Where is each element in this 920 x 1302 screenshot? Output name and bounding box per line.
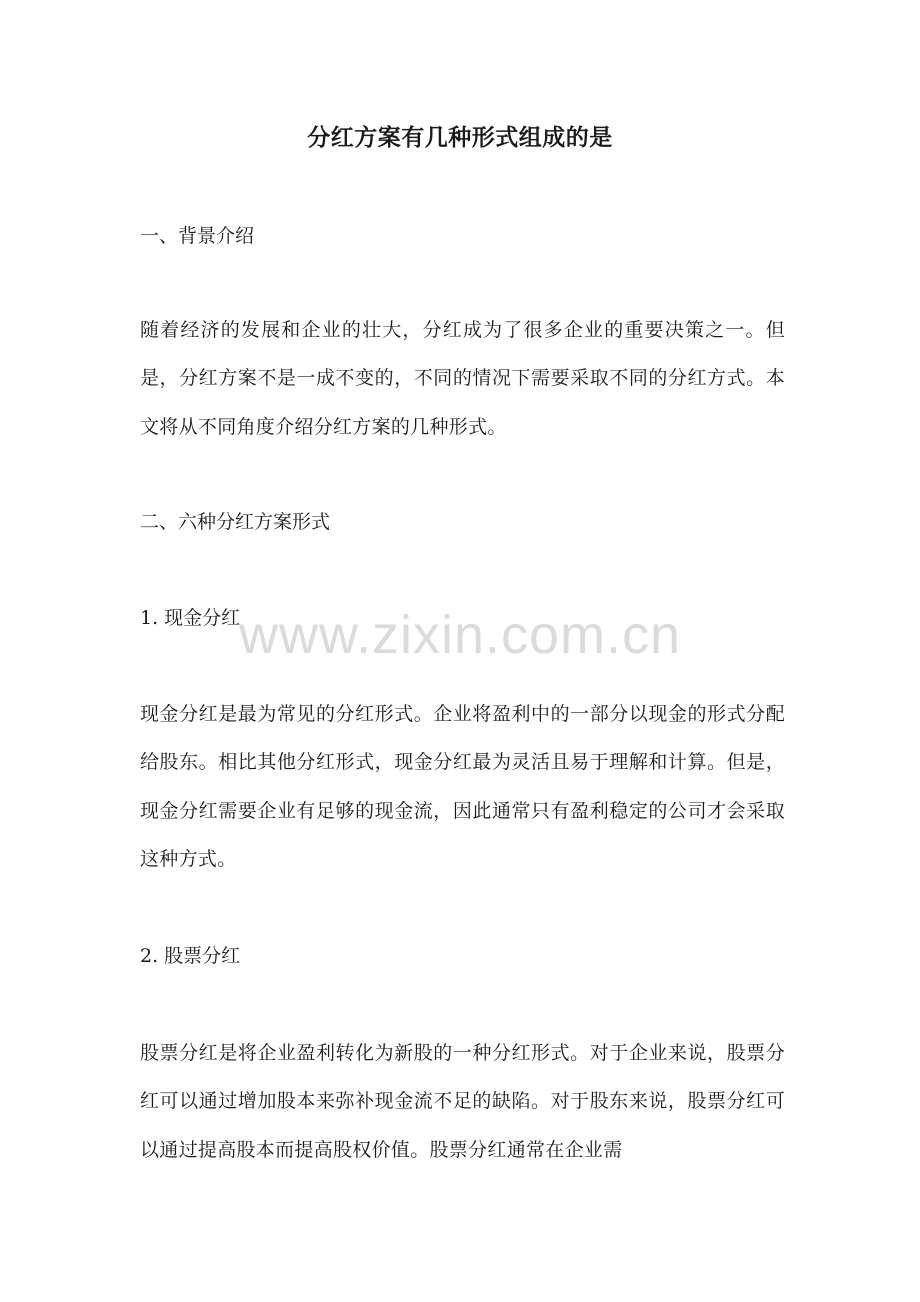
paragraph-stock-dividend: 股票分红是将企业盈利转化为新股的一种分红形式。对于企业来说，股票分红可以通过增加股本来弥补现金流不足的缺陷。对于股东来说，股票分红可以通过提高股本而提高股权价值。股票分红通常在企业需 <box>140 1042 785 1161</box>
subheading-stock-dividend: 2. 股票分红 <box>140 945 241 967</box>
section-heading-background: 一、背景介绍 <box>140 225 255 247</box>
watermark: www.zixin.com.cn <box>238 605 682 665</box>
subheading-cash-dividend: 1. 现金分红 <box>140 607 241 629</box>
section-heading-forms: 二、六种分红方案形式 <box>140 511 331 533</box>
page-title: 分红方案有几种形式组成的是 <box>307 124 613 151</box>
paragraph-background: 随着经济的发展和企业的壮大，分红成为了很多企业的重要决策之一。但是，分红方案不是一成不变的，不同的情况下需要采取不同的分红方式。本文将从不同角度介绍分红方案的几种形式。 <box>140 319 785 438</box>
paragraph-cash-dividend: 现金分红是最为常见的分红形式。企业将盈利中的一部分以现金的形式分配给股东。相比其他分红形式，现金分红最为灵活且易于理解和计算。但是，现金分红需要企业有足够的现金流，因此通常只有盈利稳定的公司才会采取这种方式。 <box>140 703 785 870</box>
